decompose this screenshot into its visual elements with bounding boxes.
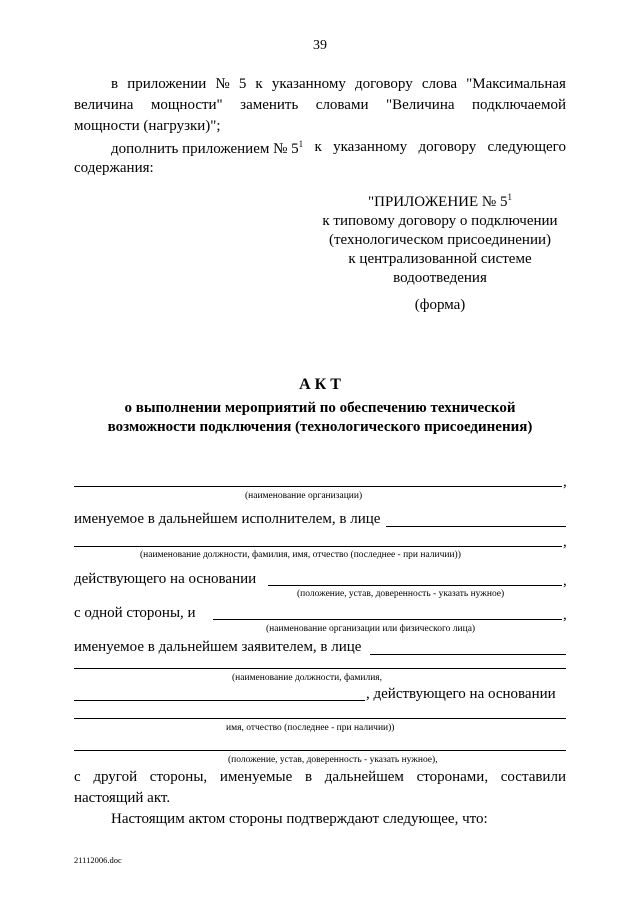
basis-input-line[interactable] [268, 585, 562, 586]
one-side-comma: , [563, 607, 567, 623]
word: в [304, 769, 313, 785]
page-number: 39 [313, 38, 327, 53]
word: мощности" [150, 97, 223, 113]
closing-line-3: Настоящим актом стороны подтверждают следующее, что: [111, 811, 488, 827]
executor-person-line[interactable] [74, 546, 562, 547]
word: словами [315, 97, 369, 113]
word: договору [418, 139, 477, 155]
intro-line-4-start [111, 139, 303, 158]
intro-appendix-ref: дополнить приложением № 5 [111, 141, 299, 157]
word: № [215, 76, 230, 92]
appendix-title [300, 192, 580, 211]
appendix-line-2: (технологическом присоединении) [329, 232, 551, 248]
word: величина [74, 97, 134, 113]
intro-appendix-sup: 1 [298, 139, 304, 149]
footer-filename: 21112006.doc [74, 855, 122, 865]
word: "Величина [385, 97, 455, 113]
applicant-caption: (наименование должности, фамилия, [232, 673, 383, 683]
applicant-basis-label: , действующего на основании [366, 686, 556, 702]
word: составили [500, 769, 566, 785]
executor-input-line[interactable] [386, 526, 566, 527]
intro-line-5: содержания: [74, 160, 154, 176]
word: указанному [271, 76, 346, 92]
basis-comma: , [563, 573, 567, 589]
one-side-label: с одной стороны, и [74, 605, 196, 621]
applicant-label: именуемое в дальнейшем заявителем, в лице [74, 639, 362, 655]
word: слова [421, 76, 457, 92]
executor-person-comma: , [563, 534, 567, 550]
appendix-title-sup: 1 [507, 192, 512, 202]
basis-label: действующего на основании [74, 571, 257, 587]
word: 5 [238, 76, 247, 92]
word: заменить [240, 97, 299, 113]
word: следующего [487, 139, 566, 155]
applicant-input-line[interactable] [370, 654, 566, 655]
word: именуемые [219, 769, 293, 785]
intro-line-3: мощности (нагрузки)"; [74, 118, 221, 134]
appendix-form-label: (форма) [414, 297, 466, 313]
appendix-title-text: "ПРИЛОЖЕНИЕ № 5 [367, 194, 508, 210]
word: приложении [127, 76, 207, 92]
applicant-basis-line[interactable] [74, 750, 566, 751]
word: подключаемой [471, 97, 566, 113]
org-name-caption: (наименование организации) [245, 491, 363, 501]
word: с [74, 769, 81, 785]
one-side-caption: (наименование организации или физического лица) [266, 624, 476, 634]
word: "Максимальная [466, 76, 566, 92]
applicant-name-line-2[interactable] [74, 718, 566, 719]
applicant-person-line[interactable] [74, 668, 566, 669]
executor-person-caption: (наименование должности, фамилия, имя, отчество (последнее - при наличии)) [140, 550, 461, 560]
act-title: А К Т [299, 376, 341, 393]
appendix-line-4: водоотведения [393, 270, 487, 286]
appendix-line-3: к централизованной системе [348, 251, 532, 267]
word: сторонами, [416, 769, 489, 785]
basis-caption: (положение, устав, доверенность - указать нужное) [297, 589, 505, 599]
word: указанному [333, 139, 408, 155]
closing-line-2: настоящий акт. [74, 790, 171, 806]
word: договору [355, 76, 413, 92]
org-name-comma: , [563, 474, 567, 490]
word: в [111, 76, 119, 92]
word: к [255, 76, 263, 92]
word: стороны, [149, 769, 208, 785]
act-subtitle-2: возможности подключения (технологического присоединения) [107, 419, 533, 435]
applicant-name-line[interactable] [74, 700, 365, 701]
applicant-name-caption: имя, отчество (последнее - при наличии)) [226, 723, 395, 733]
word: дальнейшем [324, 769, 404, 785]
org-name-line[interactable] [74, 486, 562, 487]
executor-label: именуемое в дальнейшем исполнителем, в лице [74, 511, 381, 527]
word: к [314, 139, 322, 155]
closing-line-1 [74, 769, 566, 786]
word: другой [93, 769, 138, 785]
one-side-input-line[interactable] [213, 619, 562, 620]
applicant-basis-caption: (положение, устав, доверенность - указать нужное), [228, 755, 438, 765]
appendix-line-1: к типовому договору о подключении [322, 213, 558, 229]
intro-line-2 [74, 97, 566, 114]
intro-line-1 [111, 76, 566, 93]
intro-line-4 [111, 139, 566, 158]
act-subtitle-1: о выполнении мероприятий по обеспечению технической [124, 400, 516, 416]
